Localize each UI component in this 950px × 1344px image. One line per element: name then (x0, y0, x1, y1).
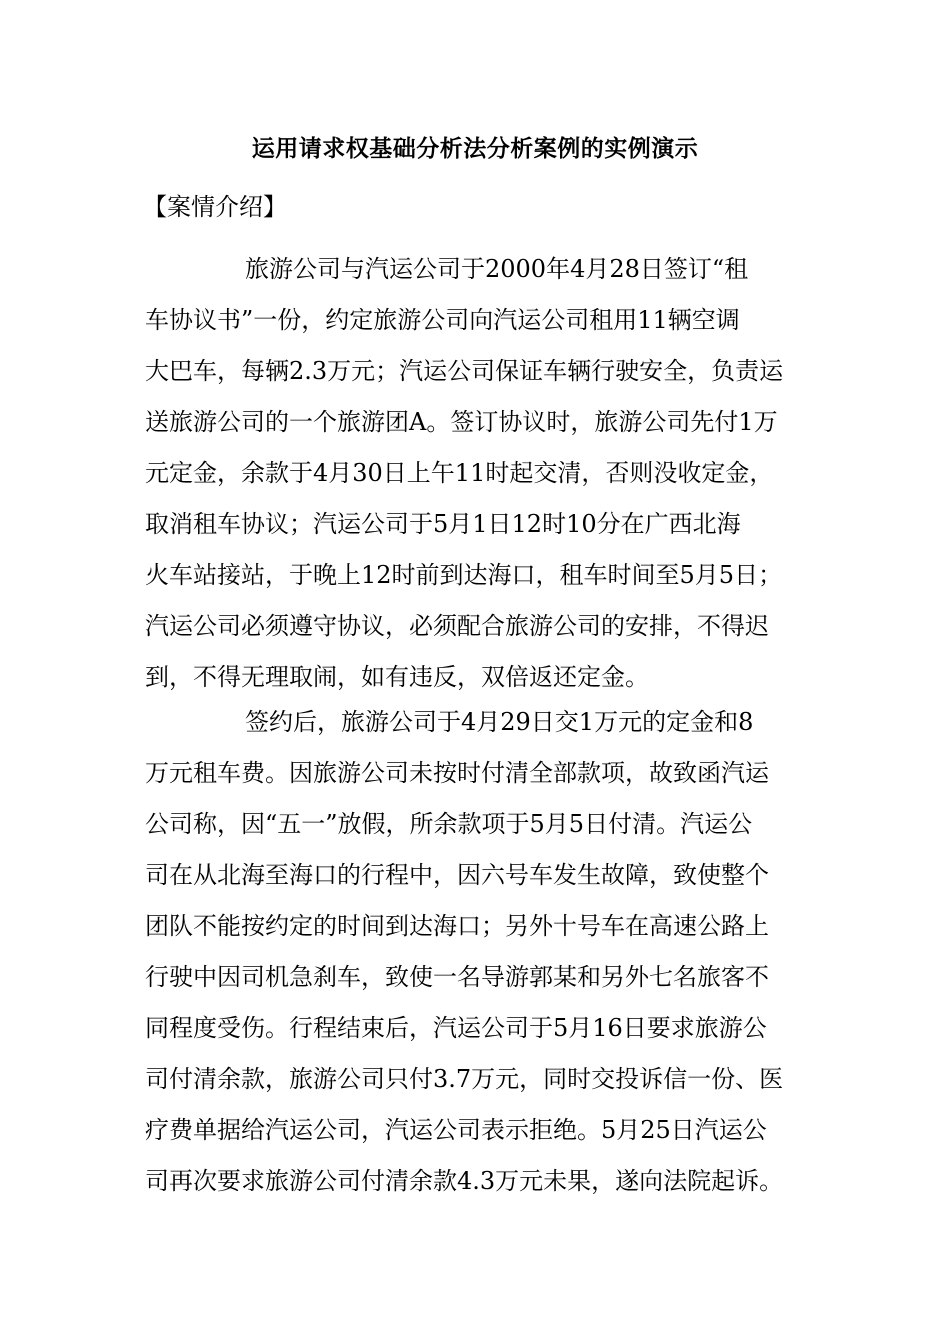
paragraph-line: 公司称，因“五一”放假，所余款项于5月5日付清。汽运公 (145, 810, 753, 838)
page-title: 运用请求权基础分析法分析案例的实例演示 (251, 136, 699, 162)
paragraph-line: 万元租车费。因旅游公司未按时付清全部款项，故致函汽运 (145, 759, 769, 787)
paragraph-line: 签约后，旅游公司于4月29日交1万元的定金和8 (245, 708, 754, 736)
paragraph-line: 司在从北海至海口的行程中，因六号车发生故障，致使整个 (145, 861, 769, 889)
paragraph-line: 大巴车，每辆2.3万元；汽运公司保证车辆行驶安全，负责运 (145, 357, 784, 385)
paragraph-line: 旅游公司与汽运公司于2000年4月28日签订“租 (245, 255, 749, 283)
paragraph-line: 元定金，余款于4月30日上午11时起交清，否则没收定金， (145, 459, 774, 487)
paragraph-1 (145, 244, 825, 703)
paragraph-line: 团队不能按约定的时间到达海口；另外十号车在高速公路上 (145, 912, 769, 940)
section-label: 【案情介绍】 (143, 193, 287, 221)
paragraph-line: 车协议书”一份，约定旅游公司向汽运公司租用11辆空调 (145, 306, 740, 334)
paragraph-line: 到，不得无理取闹，如有违反，双倍返还定金。 (145, 663, 649, 691)
paragraph-line: 火车站接站，于晚上12时前到达海口，租车时间至5月5日； (145, 561, 783, 589)
paragraph-line: 行驶中因司机急刹车，致使一名导游郭某和另外七名旅客不 (145, 963, 769, 991)
paragraph-line: 送旅游公司的一个旅游团A。签订协议时，旅游公司先付1万 (145, 408, 778, 436)
paragraph-line: 同程度受伤。行程结束后，汽运公司于5月16日要求旅游公 (145, 1014, 767, 1042)
paragraph-line: 司付清余款，旅游公司只付3.7万元，同时交投诉信一份、医 (145, 1065, 784, 1093)
paragraph-line: 取消租车协议；汽运公司于5月1日12时10分在广西北海 (145, 510, 741, 538)
paragraph-2 (145, 697, 825, 1207)
paragraph-line: 汽运公司必须遵守协议，必须配合旅游公司的安排，不得迟 (145, 612, 769, 640)
paragraph-line: 疗费单据给汽运公司，汽运公司表示拒绝。5月25日汽运公 (145, 1116, 767, 1144)
paragraph-line: 司再次要求旅游公司付清余款4.3万元未果，遂向法院起诉。 (145, 1167, 784, 1195)
